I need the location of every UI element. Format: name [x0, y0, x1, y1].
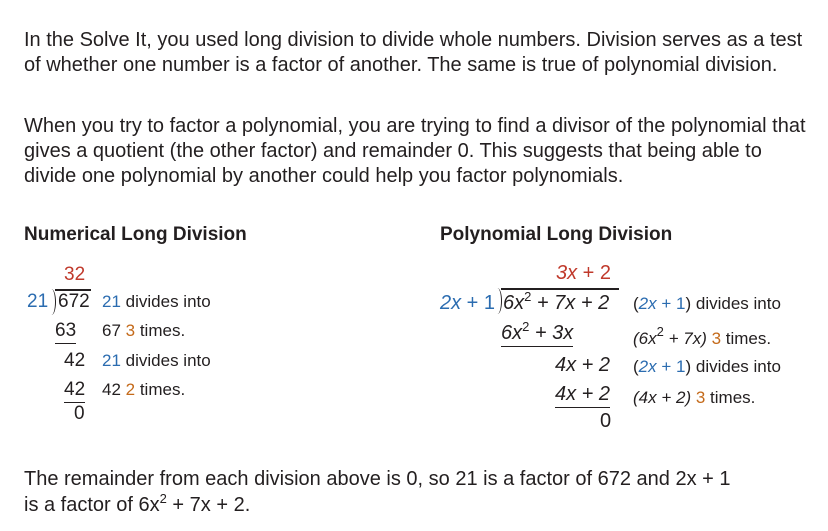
numerical-step-3: 42 — [64, 379, 85, 403]
numerical-step-2: 42 — [64, 350, 86, 371]
intro-paragraph-2: When you try to factor a polynomial, you are trying to find a divisor of the polynomial that gives a quotient (the other factor) and remainder 0. This suggests that being able to divide one polynomial by another could help you factor polynomials. — [24, 115, 806, 187]
polynomial-remainder: 0 — [600, 410, 612, 432]
polynomial-note-1: (2x + 1) divides into — [633, 294, 781, 313]
polynomial-dividend: $6x^2 + 7x + 2$ — [503, 289, 610, 314]
intro-paragraph-1: In the Solve It, you used long division to divide whole numbers. Division serves as a test of whether one number is a factor of another. The same is true of polynomial division. — [24, 29, 803, 76]
numerical-note-2: 67 3 times. — [102, 321, 186, 340]
polynomial-heading: Polynomial Long Division — [440, 224, 673, 245]
numerical-quotient: 32 — [64, 264, 86, 285]
numerical-division-bracket — [47, 289, 56, 315]
polynomial-note-4: (4x + 2) 3 times. — [633, 388, 756, 407]
conclusion-line-1: The remainder from each division above is 0, so 21 is a factor of 672 and 2x + 1 — [24, 468, 731, 490]
numerical-divisor: 21 — [27, 291, 49, 312]
polynomial-step-1: $6x^2 + 3x$ — [501, 322, 573, 347]
polynomial-divisor: 2x + 1 — [440, 292, 496, 314]
polynomial-step-3: 4x + 2 — [555, 383, 610, 408]
polynomial-note-2: $(6x^2 + 7x)$ 3 times. — [633, 324, 772, 348]
conclusion-line-2: is a factor of $6x^2 + 7x + 2$. — [24, 491, 251, 516]
polynomial-note-3: (2x + 1) divides into — [633, 357, 781, 376]
polynomial-quotient: 3x + 2 — [556, 262, 612, 284]
numerical-note-3: 21 divides into — [102, 351, 211, 370]
numerical-remainder: 0 — [74, 403, 85, 424]
numerical-step-1: 63 — [55, 320, 76, 344]
numerical-note-1: 21 divides into — [102, 292, 211, 311]
polynomial-step-2: 4x + 2 — [555, 354, 611, 376]
polynomial-division-bar — [501, 288, 619, 290]
numerical-dividend: 672 — [58, 291, 90, 312]
numerical-heading: Numerical Long Division — [24, 224, 247, 245]
numerical-note-4: 42 2 times. — [102, 380, 186, 399]
